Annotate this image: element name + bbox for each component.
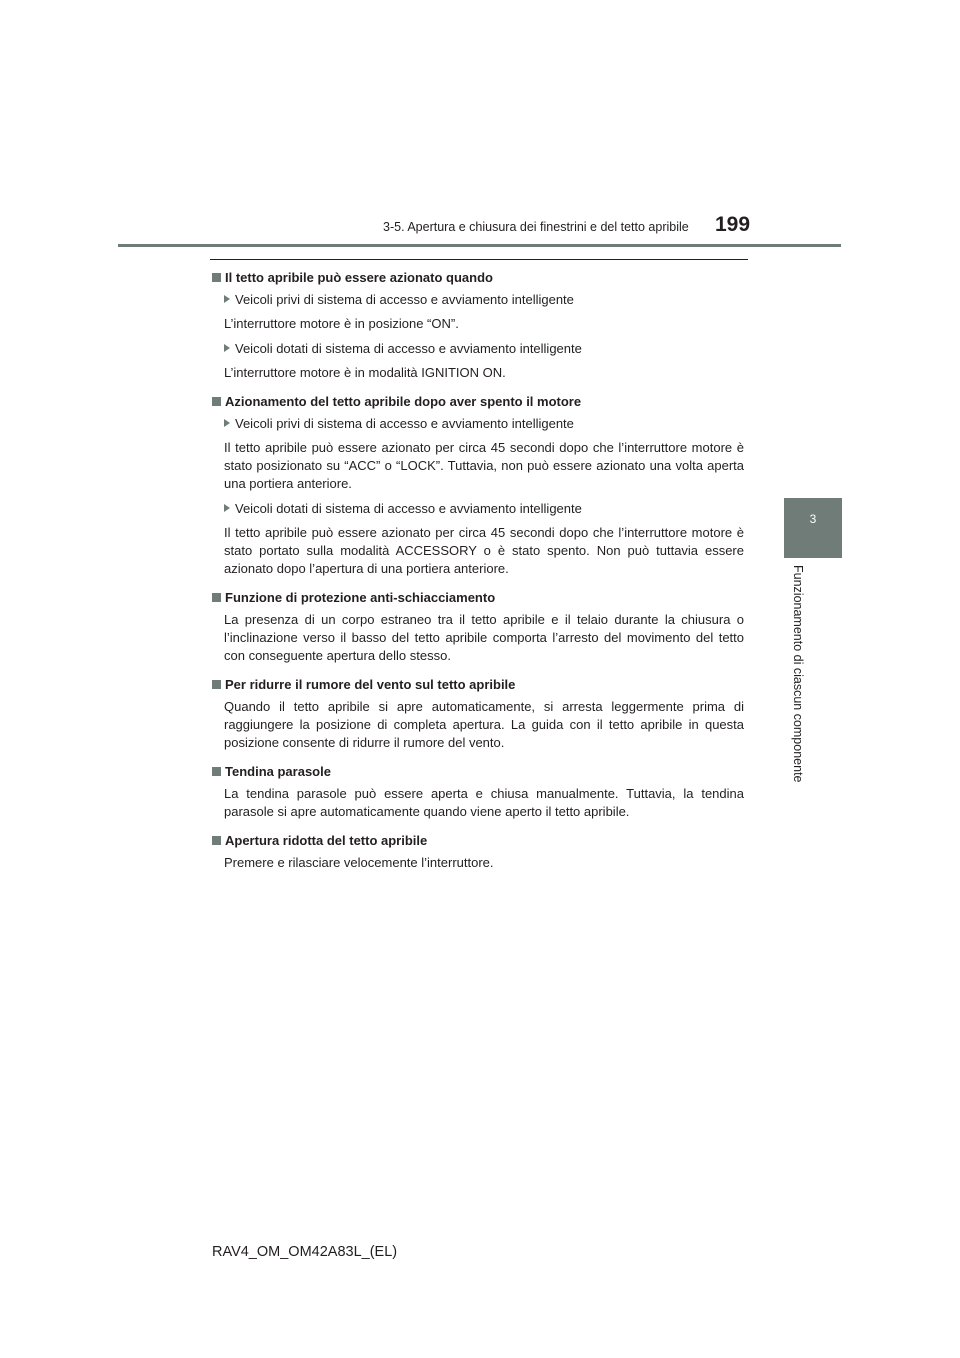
section-heading-text: Per ridurre il rumore del vento sul tetto apribile: [225, 677, 516, 692]
section: [212, 676, 744, 752]
chapter-tab: [784, 498, 842, 558]
section-body: [212, 415, 744, 578]
header-section-title: 3-5. Apertura e chiusura dei finestrini e del tetto apribile: [383, 220, 689, 234]
section-heading-text: Funzione di protezione anti-schiacciamento: [225, 590, 496, 605]
vehicle-condition-text: Veicoli dotati di sistema di accesso e avviamento intelligente: [235, 341, 582, 356]
square-bullet-icon: [212, 593, 221, 602]
square-bullet-icon: [212, 397, 221, 406]
vehicle-condition-text: Veicoli privi di sistema di accesso e avviamento intelligente: [235, 416, 574, 431]
paragraph: L’interruttore motore è in modalità IGNITION ON.: [224, 365, 506, 380]
section: [212, 589, 744, 665]
paragraph: L’interruttore motore è in posizione “ON”.: [224, 316, 459, 331]
vehicle-condition-text: Veicoli dotati di sistema di accesso e avviamento intelligente: [235, 501, 582, 516]
paragraph: Il tetto apribile può essere azionato per circa 45 secondi dopo che l’interruttore motore è stato posizionato su “ACC” o “LOCK”. Tuttavia, non può essere azionato una volta aperta una portiera anteriore.: [224, 440, 744, 491]
content-divider: [210, 259, 748, 260]
section-heading: [212, 676, 744, 694]
footer-document-code: RAV4_OM_OM42A83L_(EL): [212, 1244, 398, 1260]
section-heading: [212, 269, 744, 287]
section-heading-text: Apertura ridotta del tetto apribile: [225, 833, 428, 848]
section: [212, 832, 744, 872]
section: [212, 393, 744, 578]
chapter-number: 3: [809, 512, 817, 526]
section-heading: [212, 832, 744, 850]
triangle-bullet-icon: [224, 419, 230, 427]
vehicle-condition: [224, 291, 744, 309]
paragraph: La tendina parasole può essere aperta e chiusa manualmente. Tuttavia, la tendina parasole si apre automaticamente quando viene aperto il tetto apribile.: [224, 786, 744, 819]
square-bullet-icon: [212, 273, 221, 282]
square-bullet-icon: [212, 680, 221, 689]
section: [212, 763, 744, 821]
triangle-bullet-icon: [224, 344, 230, 352]
section-body: [212, 291, 744, 382]
page-number: 199: [715, 213, 751, 236]
section-body: [212, 854, 744, 872]
section-heading: [212, 589, 744, 607]
section-heading-text: Azionamento del tetto apribile dopo aver spento il motore: [225, 394, 582, 409]
section-heading: [212, 393, 744, 411]
section-body: [212, 698, 744, 752]
section-heading-text: Tendina parasole: [225, 764, 331, 779]
page-content: [212, 269, 744, 883]
section-body: [212, 785, 744, 821]
triangle-bullet-icon: [224, 295, 230, 303]
paragraph: La presenza di un corpo estraneo tra il tetto apribile e il telaio durante la chiusura o l’inclinazione verso il basso del tetto apribile comporta l’arresto del movimento del tetto con conseguente apertura dello stesso.: [224, 612, 744, 663]
vehicle-condition: [224, 340, 744, 358]
section: [212, 269, 744, 382]
paragraph: Premere e rilasciare velocemente l’interruttore.: [224, 855, 494, 870]
paragraph: Quando il tetto apribile si apre automaticamente, si arresta leggermente prima di raggiungere la posizione di completa apertura. La guida con il tetto apribile in questa posizione consente di ridurre il rumore del vento.: [224, 699, 744, 750]
section-body: [212, 611, 744, 665]
header-divider: [118, 244, 841, 247]
section-heading-text: Il tetto apribile può essere azionato quando: [225, 270, 493, 285]
square-bullet-icon: [212, 767, 221, 776]
vehicle-condition-text: Veicoli privi di sistema di accesso e avviamento intelligente: [235, 292, 574, 307]
chapter-title: Funzionamento di ciascun componente: [791, 565, 805, 783]
vehicle-condition: [224, 500, 744, 518]
section-heading: [212, 763, 744, 781]
vehicle-condition: [224, 415, 744, 433]
triangle-bullet-icon: [224, 504, 230, 512]
paragraph: Il tetto apribile può essere azionato per circa 45 secondi dopo che l’interruttore motore è stato portato sulla modalità ACCESSORY o è stato spento. Non può tuttavia essere azionato dopo l’apertura di una portiera anteriore.: [224, 525, 744, 576]
square-bullet-icon: [212, 836, 221, 845]
